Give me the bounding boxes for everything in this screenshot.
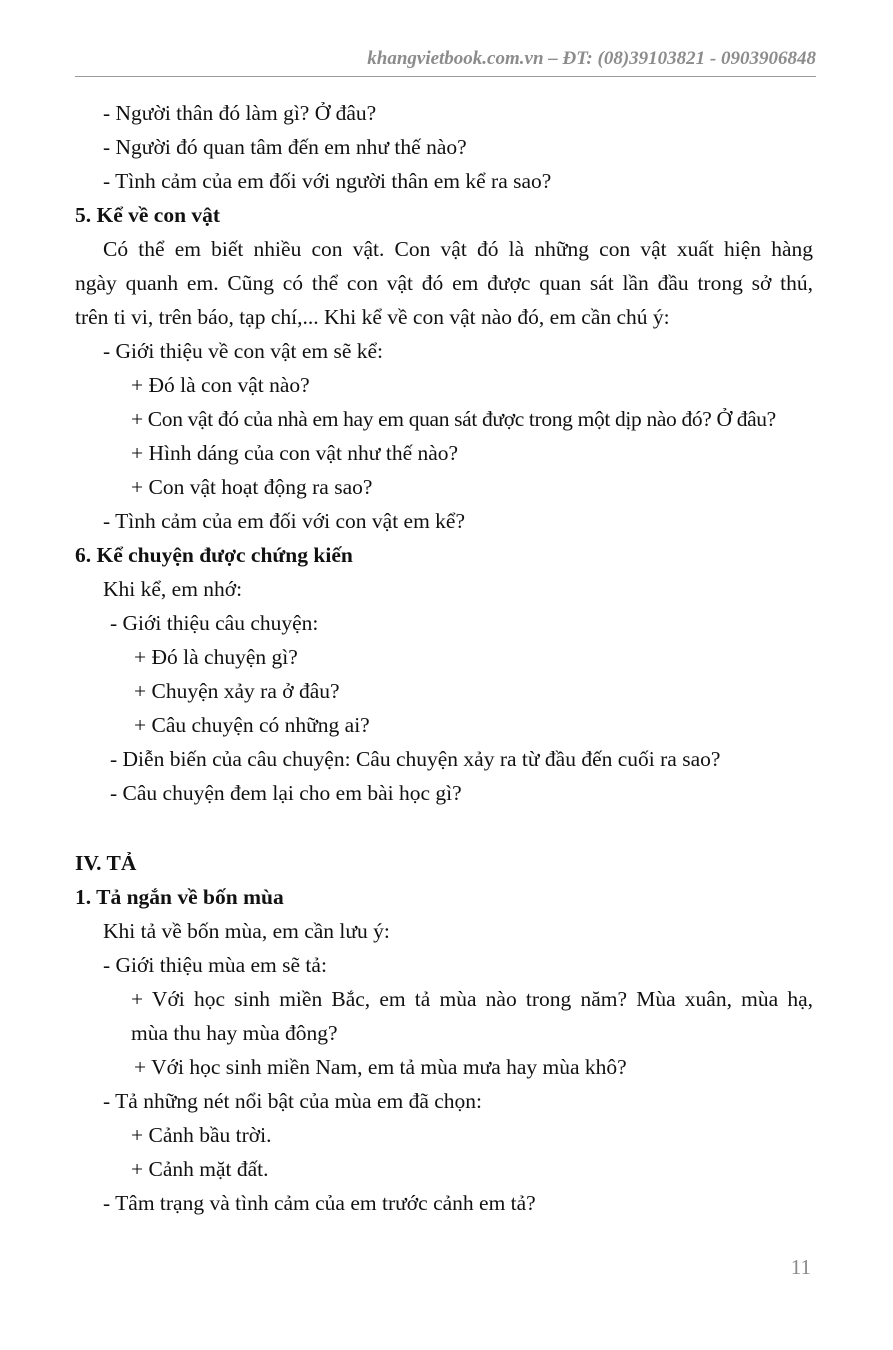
- text-line: - Tả những nét nổi bật của mùa em đã chọn:: [103, 1089, 483, 1113]
- text-line: + Hình dáng của con vật như thế nào?: [131, 441, 459, 465]
- text-line: - Diễn biến của câu chuyện: Câu chuyện xảy ra từ đầu đến cuối ra sao?: [110, 747, 721, 771]
- text-line: - Tình cảm của em đối với con vật em kể?: [103, 509, 466, 533]
- text-line: + Cảnh mặt đất.: [131, 1157, 269, 1181]
- text-line: + Con vật hoạt động ra sao?: [131, 475, 373, 499]
- chapter-heading-iv: IV. TẢ: [75, 851, 137, 875]
- text-line: + Với học sinh miền Bắc, em tả mùa nào trong năm? Mùa xuân, mùa hạ,: [131, 987, 813, 1011]
- text-line: - Tâm trạng và tình cảm của em trước cảnh em tả?: [103, 1191, 536, 1215]
- paragraph-line: ngày quanh em. Cũng có thể con vật đó em được quan sát lần đầu trong sở thú,: [75, 271, 813, 295]
- page-header: khangvietbook.com.vn – ĐT: (08)39103821 - 0903906848: [75, 48, 816, 77]
- text-line: + Đó là chuyện gì?: [134, 645, 298, 669]
- text-line: + Con vật đó của nhà em hay em quan sát được trong một dịp nào đó? Ở đâu?: [131, 407, 776, 431]
- text-line: - Giới thiệu về con vật em sẽ kể:: [103, 339, 384, 363]
- text-line: Khi tả về bốn mùa, em cần lưu ý:: [103, 919, 390, 943]
- text-line: Khi kể, em nhớ:: [103, 577, 243, 601]
- text-line: - Giới thiệu câu chuyện:: [110, 611, 319, 635]
- text-line: - Tình cảm của em đối với người thân em kể ra sao?: [103, 169, 552, 193]
- text-line: + Cảnh bầu trời.: [131, 1123, 272, 1147]
- text-line: + Chuyện xảy ra ở đâu?: [134, 679, 340, 703]
- paragraph-line: trên ti vi, trên báo, tạp chí,... Khi kể về con vật nào đó, em cần chú ý:: [75, 305, 670, 329]
- section-heading-6: 6. Kể chuyện được chứng kiến: [75, 543, 353, 567]
- text-line: + Câu chuyện có những ai?: [134, 713, 370, 737]
- page-number: 11: [790, 1255, 811, 1279]
- section-heading-1: 1. Tả ngắn về bốn mùa: [75, 885, 284, 909]
- text-line: - Người đó quan tâm đến em như thế nào?: [103, 135, 467, 159]
- text-line: - Người thân đó làm gì? Ở đâu?: [103, 101, 377, 125]
- text-line: - Câu chuyện đem lại cho em bài học gì?: [110, 781, 462, 805]
- text-line: + Đó là con vật nào?: [131, 373, 310, 397]
- text-line: + Với học sinh miền Nam, em tả mùa mưa hay mùa khô?: [134, 1055, 627, 1079]
- text-line: mùa thu hay mùa đông?: [131, 1021, 338, 1045]
- section-heading-5: 5. Kể về con vật: [75, 203, 221, 227]
- paragraph-line: Có thể em biết nhiều con vật. Con vật đó là những con vật xuất hiện hàng: [103, 237, 813, 261]
- text-line: - Giới thiệu mùa em sẽ tả:: [103, 953, 327, 977]
- page-body: [75, 96, 813, 1220]
